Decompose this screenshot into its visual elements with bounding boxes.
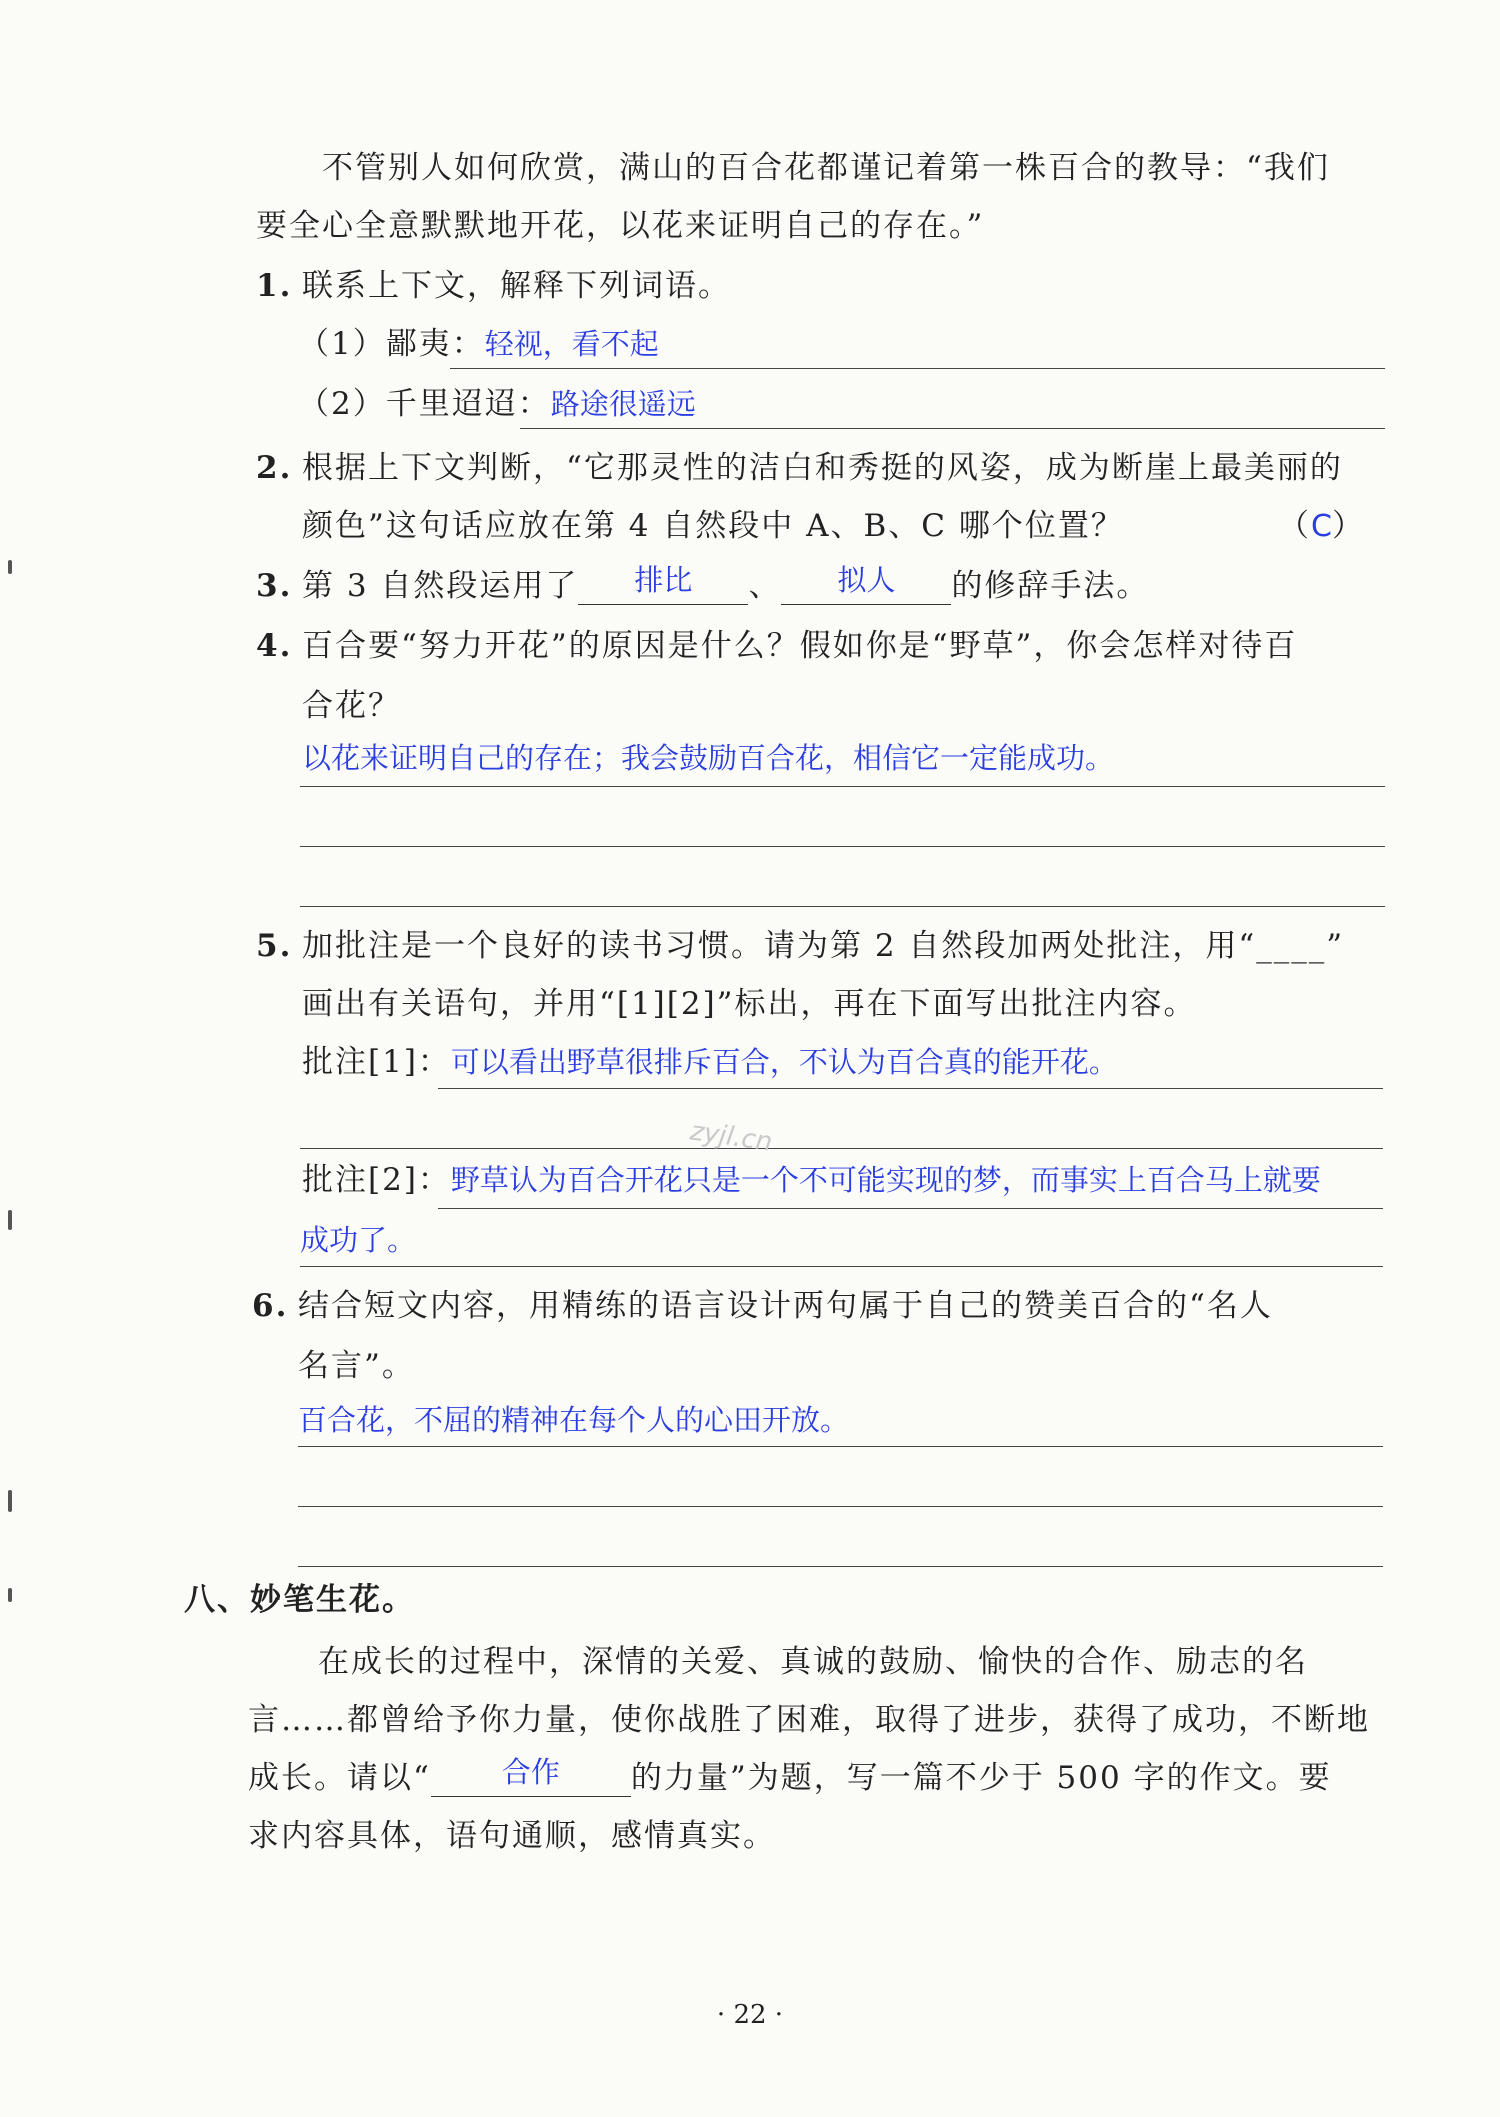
q1-sub2 xyxy=(298,384,696,424)
answer-text: 百合花，不屈的精神在每个人的心田开放。 xyxy=(298,1403,850,1437)
answer-line xyxy=(298,1566,1383,1567)
watermark: zyjl.cn xyxy=(688,1116,775,1158)
question-number: 5. xyxy=(256,928,293,964)
question-4-line2: 合花？ xyxy=(302,688,401,724)
question-text: 加批注是一个良好的读书习惯。请为第 2 自然段加两处批注，用“____” xyxy=(302,928,1345,964)
section-text-prompt xyxy=(248,1755,1332,1799)
answer-line xyxy=(300,906,1385,907)
binding-mark xyxy=(8,1210,12,1230)
question-text: 联系上下文，解释下列词语。 xyxy=(302,268,731,304)
answer-line xyxy=(298,1506,1383,1507)
q2-answer-paren xyxy=(1278,506,1365,547)
question-number: 3. xyxy=(256,568,293,604)
fill-blank xyxy=(781,564,951,605)
question-5 xyxy=(256,926,1344,966)
note-label: 批注[1]： xyxy=(302,1044,451,1080)
answer-line xyxy=(450,368,1385,369)
answer-text: 可以看出野草很排斥百合，不认为百合真的能开花。 xyxy=(450,1045,1118,1079)
page-number: · 22 · xyxy=(716,2000,784,2030)
question-number: 6. xyxy=(252,1288,289,1324)
answer-text: 野草认为百合开花只是一个不可能实现的梦，而事实上百合马上就要 xyxy=(450,1163,1321,1197)
sub-label: （1）鄙夷： xyxy=(298,326,485,362)
passage-line: 不管别人如何欣赏，满山的百合花都谨记着第一株百合的教导：“我们 xyxy=(322,150,1330,186)
answer-text: 合作 xyxy=(501,1755,560,1789)
answer-line xyxy=(438,1088,1383,1089)
q6-answer xyxy=(298,1400,849,1440)
answer-line xyxy=(438,1208,1383,1209)
question-text: 结合短文内容，用精练的语言设计两句属于自己的赞美百合的“名人 xyxy=(298,1288,1273,1324)
separator: 、 xyxy=(748,568,782,604)
answer-line xyxy=(520,428,1385,429)
answer-text: 成功了。 xyxy=(300,1223,417,1257)
answer-text: 轻视，看不起 xyxy=(484,327,659,361)
section-text: 的力量”为题，写一篇不少于 500 字的作文。要 xyxy=(630,1760,1332,1796)
answer-line xyxy=(300,1266,1383,1267)
fill-blank xyxy=(578,564,748,605)
section-text: 在成长的过程中，深情的关爱、真诚的鼓励、愉快的合作、励志的名 xyxy=(318,1644,1308,1680)
q1-sub1 xyxy=(298,324,659,364)
binding-mark xyxy=(8,560,12,574)
question-6-line2: 名言”。 xyxy=(298,1348,415,1384)
question-text: 百合要“努力开花”的原因是什么？假如你是“野草”，你会怎样对待百 xyxy=(302,628,1298,664)
binding-mark xyxy=(8,1588,12,1602)
note-label: 批注[2]： xyxy=(302,1162,451,1198)
answer-text: 路途很遥远 xyxy=(550,387,696,421)
question-6 xyxy=(252,1286,1273,1326)
question-text: 根据上下文判断，“它那灵性的洁白和秀挺的风姿，成为断崖上最美丽的 xyxy=(302,450,1343,486)
section-text: 求内容具体，语句通顺，感情真实。 xyxy=(248,1818,776,1854)
answer-line xyxy=(300,786,1385,787)
answer-line xyxy=(298,1446,1383,1447)
question-1 xyxy=(256,266,731,306)
answer-text: 排比 xyxy=(634,563,693,597)
paren-open: （ xyxy=(1278,508,1311,544)
q4-answer xyxy=(302,738,1114,778)
question-number: 2. xyxy=(256,450,293,486)
question-5-line2: 画出有关语句，并用“[1][2]”标出，再在下面写出批注内容。 xyxy=(302,986,1197,1022)
answer-text: 以花来证明自己的存在；我会鼓励百合花，相信它一定能成功。 xyxy=(302,741,1115,775)
note-1 xyxy=(302,1042,1118,1082)
sub-label: （2）千里迢迢： xyxy=(298,386,551,422)
question-text: 的修辞手法。 xyxy=(951,568,1150,604)
section-text: 言……都曾给予你力量，使你战胜了困难，取得了进步，获得了成功，不断地 xyxy=(248,1702,1370,1738)
question-3 xyxy=(256,563,1150,607)
question-2 xyxy=(256,448,1343,488)
answer-text: C xyxy=(1311,509,1332,544)
note-2 xyxy=(302,1160,1321,1200)
question-4 xyxy=(256,626,1297,666)
section-title: 八、妙笔生花。 xyxy=(184,1582,415,1618)
answer-line xyxy=(300,846,1385,847)
answer-text: 拟人 xyxy=(837,563,896,597)
question-number: 4. xyxy=(256,628,293,664)
question-number: 1. xyxy=(256,268,293,304)
question-2-line2: 颜色”这句话应放在第 4 自然段中 A、B、C 哪个位置？ xyxy=(302,508,1124,544)
binding-mark xyxy=(8,1490,12,1512)
fill-blank xyxy=(431,1756,631,1797)
note-2-cont xyxy=(300,1220,416,1260)
paren-close: ） xyxy=(1331,508,1365,544)
question-text: 第 3 自然段运用了 xyxy=(302,568,579,604)
passage-line: 要全心全意默默地开花，以花来证明自己的存在。” xyxy=(256,208,985,244)
answer-line xyxy=(300,1148,1383,1149)
section-text: 成长。请以“ xyxy=(248,1760,431,1796)
